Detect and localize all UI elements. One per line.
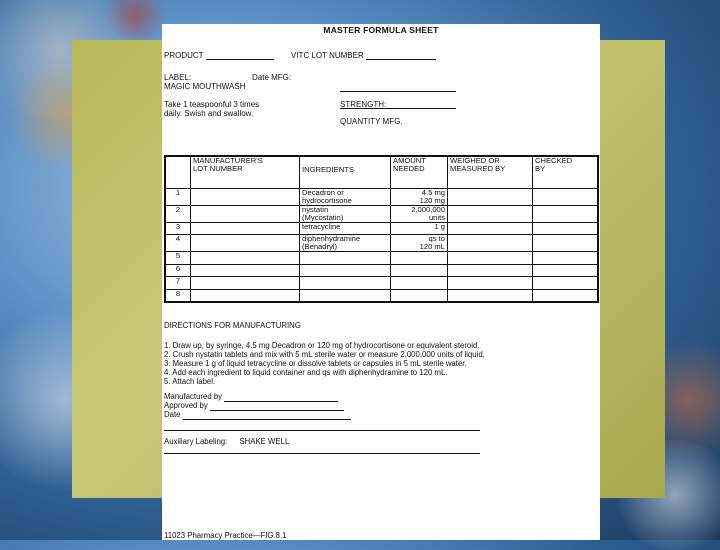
amount-cell — [391, 235, 448, 252]
sheet-title: MASTER FORMULA SHEET — [323, 25, 439, 35]
product-field[interactable] — [206, 59, 274, 60]
weighed-by-cell[interactable] — [448, 252, 533, 265]
strength-field[interactable] — [340, 108, 456, 109]
date-line — [164, 411, 351, 420]
checked-by-cell[interactable] — [533, 222, 599, 235]
divider-rule — [164, 430, 480, 431]
amount-line1: 2,000,000 — [411, 204, 445, 214]
ingredient-line1: diphenhydramine — [302, 234, 361, 244]
header-lot-line1: MANUFACTURER'S — [193, 156, 263, 165]
auxiliary-labeling-line — [164, 438, 289, 447]
ingredient-line2: (Mycostatin) — [302, 212, 344, 222]
lot-number-cell[interactable] — [191, 289, 300, 302]
header-checked-line2: BY — [535, 163, 546, 173]
table-row — [165, 189, 598, 206]
amount-cell[interactable] — [391, 277, 448, 290]
label-directions-1: Take 1 teaspoonful 3 times — [164, 100, 260, 109]
header-lot — [191, 156, 300, 189]
header-amount-line1: AMOUNT — [393, 156, 426, 165]
directions-heading: DIRECTIONS FOR MANUFACTURING — [164, 321, 301, 330]
amount-line1: 4.5 mg — [421, 188, 445, 197]
row-number: 5 — [165, 252, 191, 265]
date-mfg-label: Date MFG: — [252, 73, 292, 82]
weighed-by-cell[interactable] — [448, 235, 533, 252]
approved-by-label: Approved by — [164, 401, 208, 410]
ingredient-cell[interactable] — [300, 289, 391, 302]
ingredient-cell[interactable] — [300, 277, 391, 290]
ingredient-line2: hydrocortisone — [302, 195, 352, 205]
approved-by-line — [164, 402, 344, 411]
ingredient-line1: Decadron or — [302, 188, 344, 197]
lot-line — [291, 51, 436, 60]
header-weighed-line1: WEIGHED OR — [450, 156, 500, 165]
header-ingredients: INGREDIENTS — [300, 156, 391, 189]
checked-by-cell[interactable] — [533, 205, 599, 222]
weighed-by-cell[interactable] — [448, 289, 533, 302]
lot-number-cell[interactable] — [191, 252, 300, 265]
checked-by-cell[interactable] — [533, 264, 599, 277]
ingredient-cell — [300, 235, 391, 252]
checked-by-cell[interactable] — [533, 252, 599, 265]
product-name: MAGIC MOUTHWASH — [164, 82, 246, 91]
direction-step: 2. Crush nystatin tablets and mix with 5 mL sterile water or measure 2,000,000 units of liquid. — [164, 350, 485, 360]
lot-number-cell[interactable] — [191, 277, 300, 290]
checked-by-cell[interactable] — [533, 289, 599, 302]
label-directions-2: daily. Swish and swallow. — [164, 109, 254, 118]
label-label: LABEL: — [164, 73, 192, 82]
quantity-label: QUANTITY MFG. — [340, 117, 403, 126]
direction-step: 3. Measure 1 g of liquid tetracycline or dissolve tablets or capsules in 5 mL sterile water. — [164, 359, 467, 369]
lot-label: VITC LOT NUMBER — [291, 51, 364, 60]
amount-line2: 120 mL — [419, 242, 445, 252]
row-number: 8 — [165, 289, 191, 302]
amount-cell[interactable] — [391, 289, 448, 302]
lot-number-cell[interactable] — [191, 189, 300, 206]
lot-number-cell[interactable] — [191, 235, 300, 252]
table-row — [165, 264, 598, 277]
directions-list — [164, 341, 485, 387]
amount-cell — [391, 205, 448, 222]
figure-caption: 11023 Pharmacy Practice—FIG.8.1 — [164, 531, 287, 540]
lot-number-cell[interactable] — [191, 222, 300, 235]
direction-step: 1. Draw up, by syringe, 4.5 mg Decadron or 120 mg of hydrocortisone or equivalent steroid. — [164, 340, 480, 350]
header-amount-line2: NEEDED — [393, 163, 425, 173]
header-num — [165, 156, 191, 189]
amount-line2: 120 mg — [419, 195, 445, 205]
ingredient-cell[interactable] — [300, 252, 391, 265]
header-checked — [533, 156, 599, 189]
divider-rule — [164, 453, 480, 454]
row-number: 3 — [165, 222, 191, 235]
product-label: PRODUCT — [164, 51, 204, 60]
table-row — [165, 252, 598, 265]
ingredient-cell — [300, 205, 391, 222]
row-number: 2 — [165, 205, 191, 222]
weighed-by-cell[interactable] — [448, 264, 533, 277]
weighed-by-cell[interactable] — [448, 189, 533, 206]
header-weighed-line2: MEASURED BY — [450, 163, 506, 173]
header-checked-line1: CHECKED — [535, 156, 573, 165]
lot-field[interactable] — [366, 59, 436, 60]
row-number: 7 — [165, 277, 191, 290]
checked-by-cell[interactable] — [533, 235, 599, 252]
table-row — [165, 289, 598, 302]
weighed-by-cell[interactable] — [448, 205, 533, 222]
table-row — [165, 277, 598, 290]
ingredient-cell — [300, 189, 391, 206]
row-number: 1 — [165, 189, 191, 206]
ingredient-line1: nystatin — [302, 204, 329, 214]
checked-by-cell[interactable] — [533, 189, 599, 206]
auxiliary-value: SHAKE WELL — [239, 437, 290, 446]
amount-cell: 1 g — [391, 222, 448, 235]
amount-line1: qs to — [428, 234, 445, 244]
strength-label: STRENGTH: — [340, 100, 387, 109]
ingredient-cell: tetracycline — [300, 222, 391, 235]
header-amount — [391, 156, 448, 189]
master-formula-sheet — [162, 24, 600, 540]
date-label: Date — [164, 410, 181, 419]
strength-top-line — [340, 91, 456, 92]
weighed-by-cell[interactable] — [448, 222, 533, 235]
ingredient-line2: (Benadryl) — [302, 242, 338, 252]
checked-by-cell[interactable] — [533, 277, 599, 290]
lot-number-cell[interactable] — [191, 264, 300, 277]
table-header-row — [165, 156, 598, 189]
row-number: 6 — [165, 264, 191, 277]
direction-step: 4. Add each ingredient to liquid container and qs with diphenhydramine to 120 mL. — [164, 368, 448, 378]
ingredient-table — [164, 155, 599, 303]
header-weighed — [448, 156, 533, 189]
lot-number-cell[interactable] — [191, 205, 300, 222]
amount-cell[interactable] — [391, 264, 448, 277]
directions-section — [164, 322, 485, 387]
row-number: 4 — [165, 235, 191, 252]
weighed-by-cell[interactable] — [448, 277, 533, 290]
manufactured-by-label: Manufactured by — [164, 392, 223, 401]
direction-step: 5. Attach label. — [164, 377, 216, 387]
header-lot-line2: LOT NUMBER — [193, 163, 243, 173]
date-field[interactable] — [183, 419, 351, 420]
ingredient-cell[interactable] — [300, 264, 391, 277]
table-row — [165, 205, 598, 222]
table-row — [165, 222, 598, 235]
amount-cell[interactable] — [391, 252, 448, 265]
amount-cell — [391, 189, 448, 206]
table-row — [165, 235, 598, 252]
amount-line2: units — [428, 212, 445, 222]
product-line — [164, 51, 274, 60]
auxiliary-label: Auxiliary Labeling: — [164, 437, 228, 446]
